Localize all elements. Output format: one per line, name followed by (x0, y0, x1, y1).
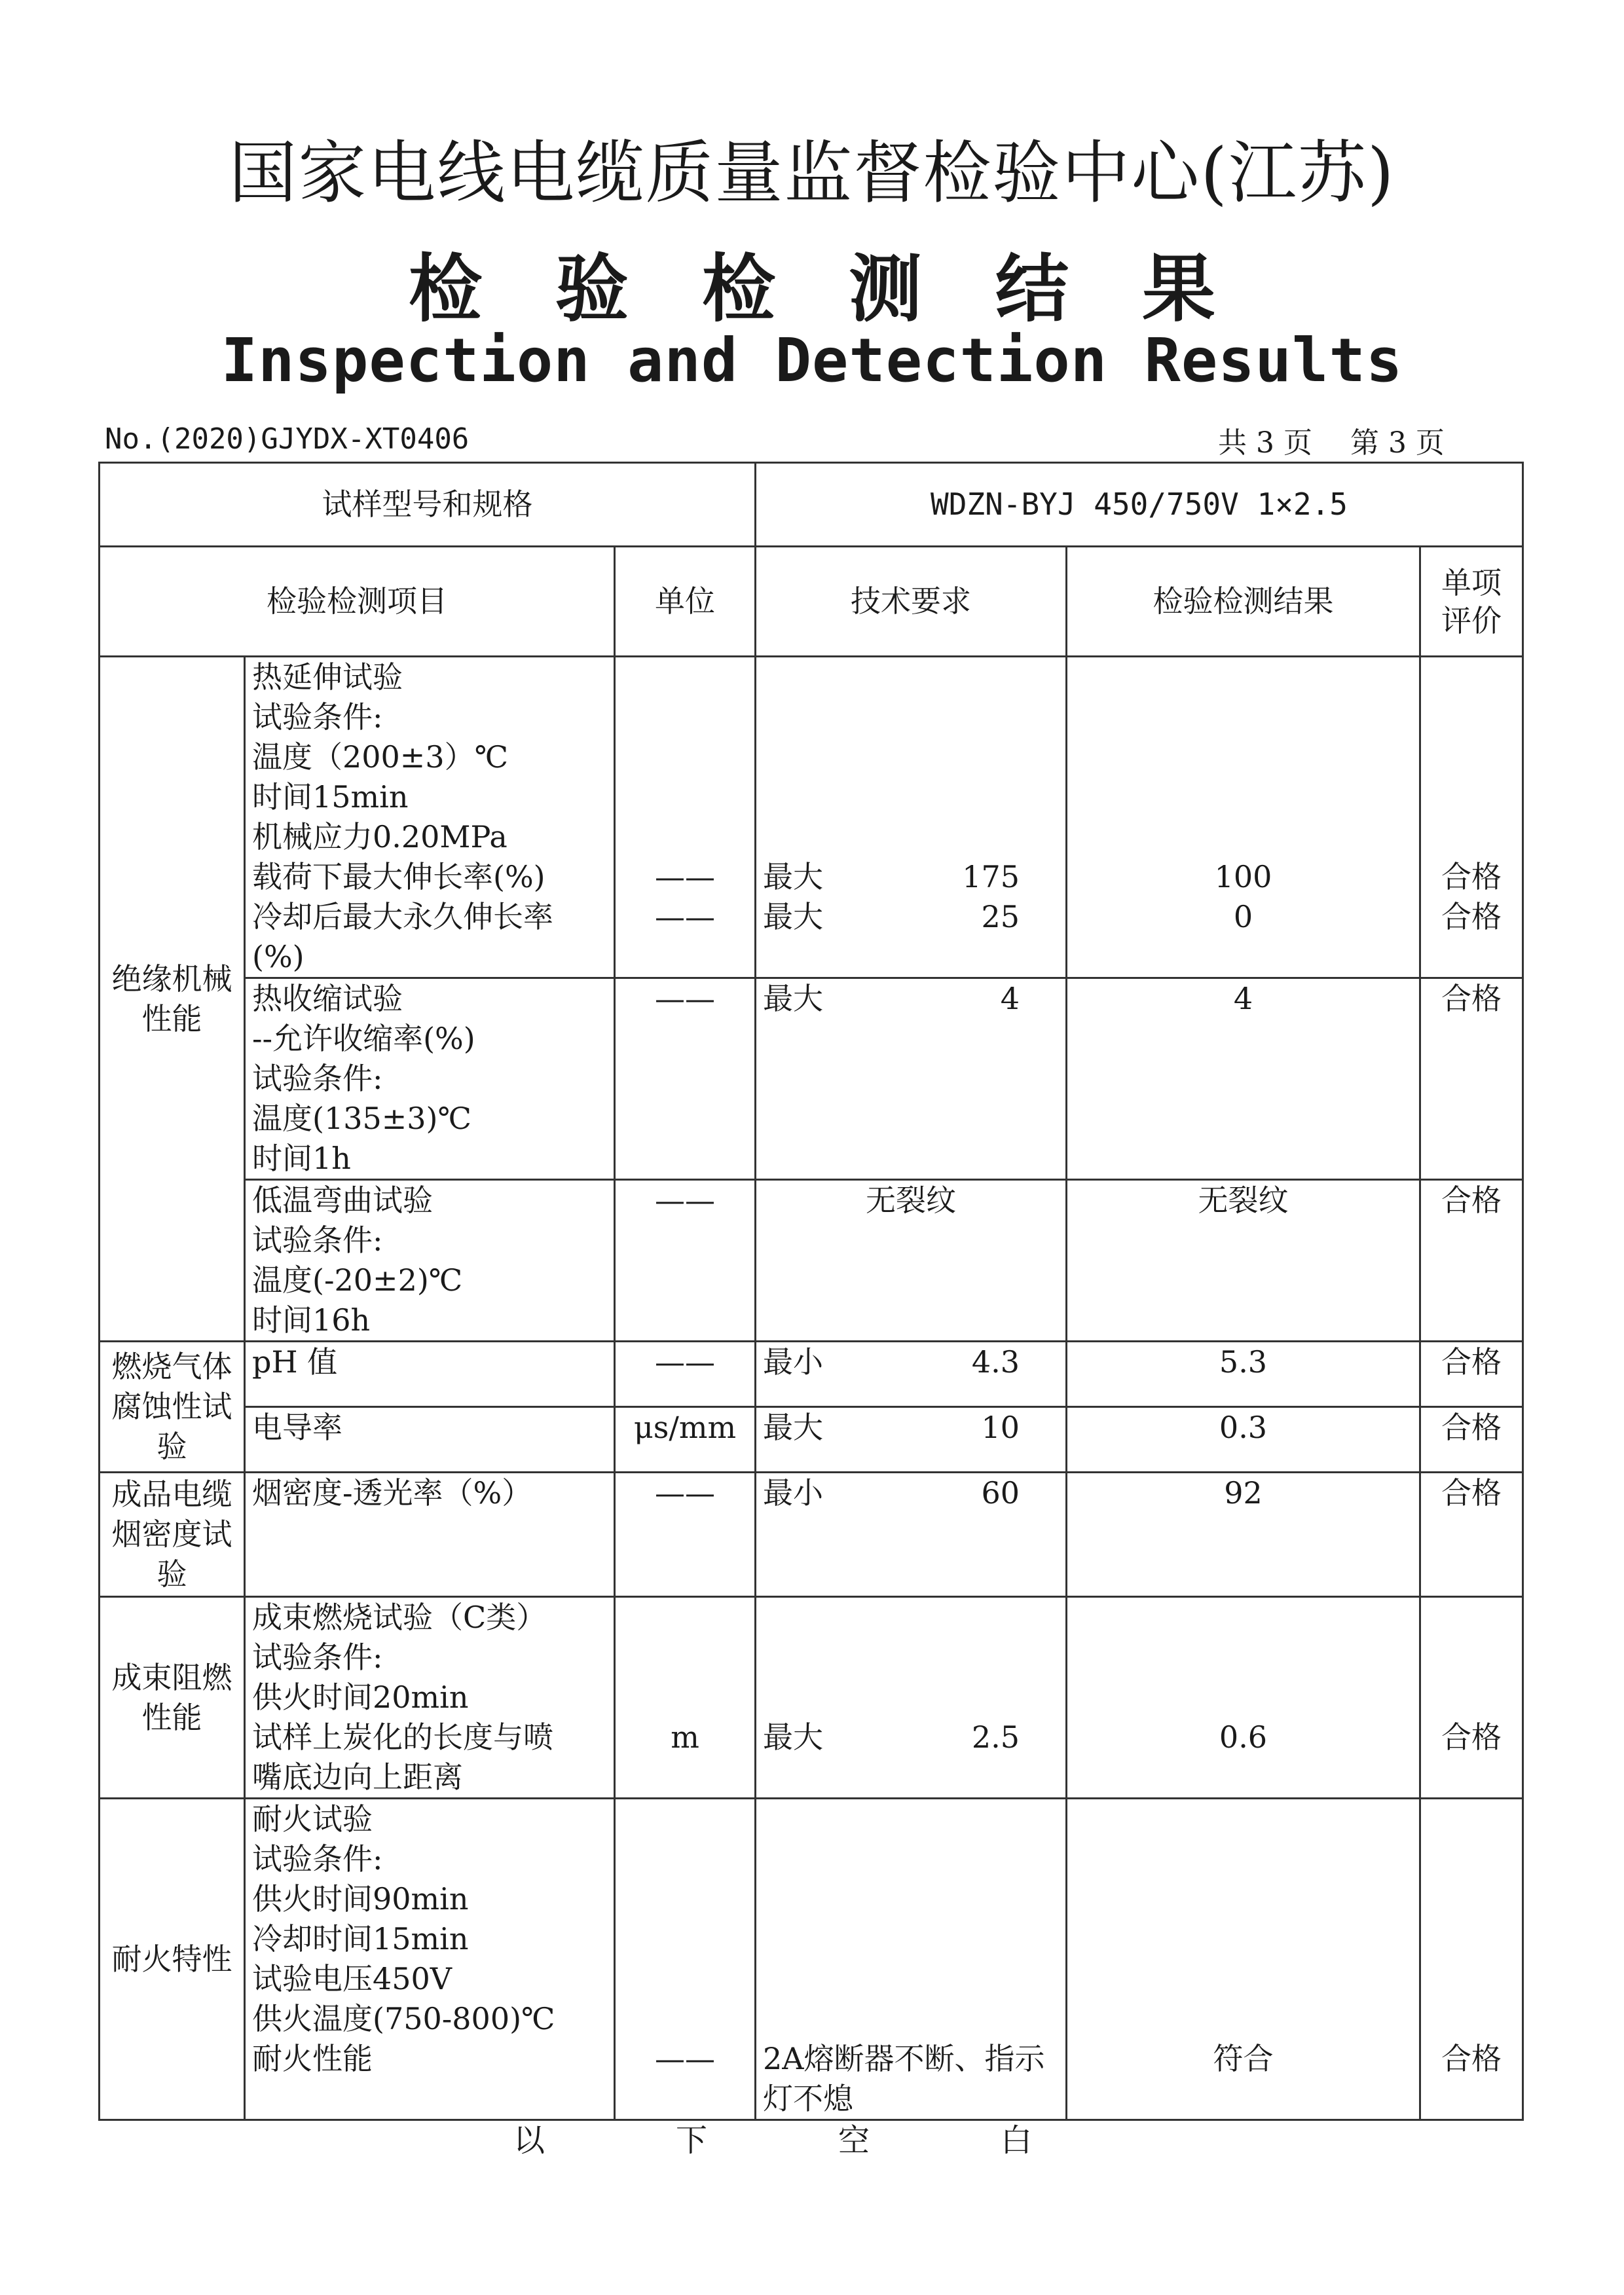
unit-cell (615, 1473, 756, 1597)
requirement-value: 175 (962, 859, 1020, 894)
spacer (1074, 1919, 1412, 1959)
result-cell (1067, 1180, 1420, 1342)
spacer (1428, 1959, 1515, 1999)
table-row (100, 897, 1523, 978)
spacer (622, 1638, 748, 1678)
table-row (100, 1342, 1523, 1407)
column-header-evaluation: 单项评价 (1420, 547, 1523, 657)
spacer (1074, 1999, 1412, 2039)
result-value: 0.3 (1219, 1410, 1268, 1445)
test-item-line: 试样上炭化的长度与喷 (252, 1719, 553, 1755)
test-item-line: 试验电压450V (252, 1961, 452, 1996)
test-item-line: 机械应力0.20MPa (252, 819, 507, 854)
requirement (763, 1717, 1059, 1757)
test-item-line: 耐火试验 (252, 1801, 373, 1837)
unit-value: —— (655, 2041, 715, 2076)
category-insulation-mechanical: 绝缘机械性能 (100, 657, 245, 1342)
requirement-text: 2A熔断器不断、指示灯不熄 (763, 2041, 1045, 2116)
test-item-line: 供火温度(750-800)℃ (252, 2001, 555, 2036)
center-title: 国家电线电缆质量监督检验中心(江苏) (229, 133, 1395, 213)
spacer (622, 817, 748, 857)
spacer (763, 1879, 1059, 1919)
spacer (622, 1879, 748, 1919)
test-item-line: 耐火性能 (252, 2041, 373, 2076)
evaluation-cell (1420, 978, 1523, 1180)
results-table (98, 462, 1524, 2121)
column-header-requirement: 技术要求 (756, 547, 1067, 657)
unit-value: —— (655, 859, 715, 894)
spacer (763, 1919, 1059, 1959)
evaluation-cell (1420, 1473, 1523, 1597)
report-number: No.(2020)GJYDX-XT0406 (105, 422, 470, 456)
spacer (1074, 817, 1412, 857)
test-item-line: 冷却后最大永久伸长率 (252, 899, 553, 934)
sample-label: 试样型号和规格 (100, 463, 756, 547)
unit-value: —— (655, 899, 715, 934)
requirement (763, 857, 1059, 897)
requirement-type: 最大 (763, 1410, 823, 1445)
result-cell (1067, 1473, 1420, 1597)
unit-cell (615, 1180, 756, 1342)
column-header-item: 检验检测项目 (100, 547, 615, 657)
spacer (1428, 777, 1515, 817)
table-row (100, 1180, 1523, 1342)
unit-cell (615, 1799, 756, 2120)
requirement-cell (756, 978, 1067, 1180)
result-cell (1067, 978, 1420, 1180)
requirement (763, 897, 1059, 937)
column-header-unit: 单位 (615, 547, 756, 657)
test-item-line: 电导率 (252, 1410, 342, 1445)
spacer (1428, 1839, 1515, 1879)
spacer (763, 1799, 1059, 1839)
result-cell (1067, 1342, 1420, 1407)
spacer (1074, 1839, 1412, 1879)
test-item-line: --允许收缩率(%) (252, 1021, 475, 1056)
test-item (245, 1180, 615, 1342)
spacer (622, 1678, 748, 1717)
unit-value: m (671, 1719, 699, 1755)
test-item-line: 供火时间90min (252, 1881, 469, 1917)
spacer (763, 1638, 1059, 1678)
spacer (622, 777, 748, 817)
spacer (622, 1959, 748, 1999)
unit-value: —— (655, 1475, 715, 1511)
requirement-text: 无裂纹 (866, 1183, 956, 1218)
evaluation-cell (1420, 897, 1523, 978)
spacer (1074, 657, 1412, 697)
requirement-type: 最大 (763, 981, 823, 1016)
test-item-line: 冷却时间15min (252, 1921, 469, 1956)
column-header-result: 检验检测结果 (1067, 547, 1420, 657)
result-value: 符合 (1213, 2041, 1274, 2076)
spacer (622, 657, 748, 697)
result-value: 4 (1233, 981, 1253, 1016)
document-title-chinese: 检验检测结果 (409, 247, 1289, 332)
test-item-line: 时间1h (252, 1141, 351, 1176)
test-item-line: 时间15min (252, 779, 409, 815)
test-item (245, 1597, 615, 1799)
evaluation-value: 合格 (1441, 1719, 1502, 1755)
spacer (1074, 737, 1412, 777)
evaluation-cell (1420, 1597, 1523, 1799)
spacer (763, 1999, 1059, 2039)
test-item-line: 试验条件: (252, 1841, 383, 1877)
evaluation-value: 合格 (1441, 981, 1502, 1016)
spacer (1074, 1879, 1412, 1919)
test-item-line: 温度（200±3）℃ (252, 739, 509, 775)
spacer (1428, 1799, 1515, 1839)
spacer (763, 817, 1059, 857)
requirement (763, 1473, 1059, 1513)
unit-value: μs/mm (633, 1410, 737, 1445)
category-flame-retardant: 成束阻燃性能 (100, 1597, 245, 1799)
test-item-line: 时间16h (252, 1302, 371, 1338)
test-item-line: 温度(-20±2)℃ (252, 1262, 463, 1298)
requirement-value: 2.5 (971, 1719, 1020, 1755)
spacer (1074, 1638, 1412, 1678)
unit-value: —— (655, 1344, 715, 1380)
test-item-line: 载荷下最大伸长率(%) (252, 859, 545, 894)
unit-cell (615, 978, 756, 1180)
test-item-line: 热延伸试验 (252, 659, 403, 695)
test-item-line: 试验条件: (252, 1061, 383, 1096)
requirement-value: 4.3 (971, 1344, 1020, 1380)
requirement-cell (756, 1799, 1067, 2120)
result-value: 0 (1233, 899, 1253, 934)
test-item-line: 低温弯曲试验 (252, 1183, 433, 1218)
spacer (763, 1959, 1059, 1999)
test-item (245, 1473, 615, 1597)
result-value: 5.3 (1219, 1344, 1268, 1380)
spacer (763, 1598, 1059, 1638)
requirement-cell (756, 1407, 1067, 1473)
spacer (1428, 1598, 1515, 1638)
spacer (622, 1919, 748, 1959)
spacer (1428, 737, 1515, 777)
test-item-line: 试验条件: (252, 699, 383, 735)
test-item (245, 1799, 615, 2120)
result-cell (1067, 1597, 1420, 1799)
evaluation-cell (1420, 1799, 1523, 2120)
unit-cell (615, 657, 756, 898)
unit-cell (615, 1342, 756, 1407)
table-row (100, 657, 1523, 898)
document-title-english: Inspection and Detection Results (221, 325, 1403, 395)
evaluation-value: 合格 (1441, 1475, 1502, 1511)
unit-value: —— (655, 981, 715, 1016)
spacer (622, 737, 748, 777)
test-item-line: 试验条件: (252, 1222, 383, 1258)
requirement-cell (756, 897, 1067, 978)
unit-cell (615, 1407, 756, 1473)
result-value: 92 (1224, 1475, 1263, 1511)
test-item-line: 热收缩试验 (252, 981, 403, 1016)
spacer (1428, 657, 1515, 697)
spacer (622, 1799, 748, 1839)
sample-value: WDZN-BYJ 450/750V 1×2.5 (756, 463, 1523, 547)
test-item (245, 1342, 615, 1407)
spacer (763, 777, 1059, 817)
test-item-line: pH 值 (252, 1344, 338, 1380)
spacer (1428, 1638, 1515, 1678)
evaluation-value: 合格 (1441, 1410, 1502, 1445)
unit-cell (615, 897, 756, 978)
requirement-cell (756, 1597, 1067, 1799)
test-item (245, 657, 615, 898)
test-item-line: (%) (252, 939, 304, 974)
requirement-type: 最小 (763, 1475, 823, 1511)
spacer (622, 1839, 748, 1879)
evaluation-cell (1420, 1407, 1523, 1473)
requirement-cell (756, 1473, 1067, 1597)
spacer (1074, 1598, 1412, 1638)
unit-value: —— (655, 1183, 715, 1218)
result-value: 100 (1214, 859, 1272, 894)
test-item (245, 1407, 615, 1473)
sample-row (100, 463, 1523, 547)
category-fire-resistance: 耐火特性 (100, 1799, 245, 2120)
spacer (763, 737, 1059, 777)
requirement-type: 最大 (763, 899, 823, 934)
requirement-cell (756, 1342, 1067, 1407)
spacer (1074, 1959, 1412, 1999)
end-of-table-note: 以下空白 (513, 2122, 1163, 2159)
test-item-line: 嘴底边向上距离 (252, 1759, 463, 1795)
requirement (763, 1342, 1059, 1382)
table-row (100, 1799, 1523, 2120)
spacer (622, 1598, 748, 1638)
result-cell (1067, 897, 1420, 978)
spacer (763, 697, 1059, 737)
requirement-value: 4 (1000, 981, 1020, 1016)
table-row (100, 1473, 1523, 1597)
evaluation-value: 合格 (1441, 1183, 1502, 1218)
requirement-value: 25 (981, 899, 1020, 934)
test-item-line: 温度(135±3)℃ (252, 1101, 471, 1136)
evaluation-value: 合格 (1441, 2041, 1502, 2076)
evaluation-cell (1420, 1180, 1523, 1342)
spacer (1428, 1879, 1515, 1919)
evaluation-value: 合格 (1441, 899, 1502, 934)
test-item-line: 烟密度-透光率（%） (252, 1475, 532, 1511)
spacer (1074, 1678, 1412, 1717)
spacer (1428, 1999, 1515, 2039)
evaluation-value: 合格 (1441, 1344, 1502, 1380)
spacer (1428, 697, 1515, 737)
requirement-type: 最大 (763, 859, 823, 894)
spacer (622, 1999, 748, 2039)
category-corrosive-gas: 燃烧气体腐蚀性试验 (100, 1342, 245, 1473)
requirement (763, 979, 1059, 1019)
requirement-value: 60 (981, 1475, 1020, 1511)
requirement-type: 最大 (763, 1719, 823, 1755)
result-cell (1067, 1799, 1420, 2120)
requirement (763, 1408, 1059, 1448)
test-item (245, 897, 615, 978)
spacer (1428, 817, 1515, 857)
test-item-line: 成束燃烧试验（C类） (252, 1600, 547, 1635)
result-value: 0.6 (1219, 1719, 1268, 1755)
test-item (245, 978, 615, 1180)
spacer (763, 1839, 1059, 1879)
spacer (622, 697, 748, 737)
page-indicator: 共 3 页 第 3 页 (1218, 426, 1445, 460)
requirement-cell (756, 1180, 1067, 1342)
spacer (1428, 1919, 1515, 1959)
requirement-value: 10 (981, 1410, 1020, 1445)
spacer (1074, 1799, 1412, 1839)
evaluation-cell (1420, 657, 1523, 898)
spacer (1074, 777, 1412, 817)
category-smoke-density: 成品电缆烟密度试验 (100, 1473, 245, 1597)
evaluation-value: 合格 (1441, 859, 1502, 894)
table-row (100, 978, 1523, 1180)
spacer (1428, 1678, 1515, 1717)
test-item-line: 试验条件: (252, 1640, 383, 1675)
requirement-type: 最小 (763, 1344, 823, 1380)
result-cell (1067, 1407, 1420, 1473)
result-cell (1067, 657, 1420, 898)
evaluation-cell (1420, 1342, 1523, 1407)
spacer (763, 1678, 1059, 1717)
test-item-line: 供火时间20min (252, 1680, 469, 1715)
unit-cell (615, 1597, 756, 1799)
spacer (763, 657, 1059, 697)
result-value: 无裂纹 (1198, 1183, 1289, 1218)
table-row (100, 1597, 1523, 1799)
table-row (100, 1407, 1523, 1473)
requirement-cell (756, 657, 1067, 898)
spacer (1074, 697, 1412, 737)
column-header-row (100, 547, 1523, 657)
